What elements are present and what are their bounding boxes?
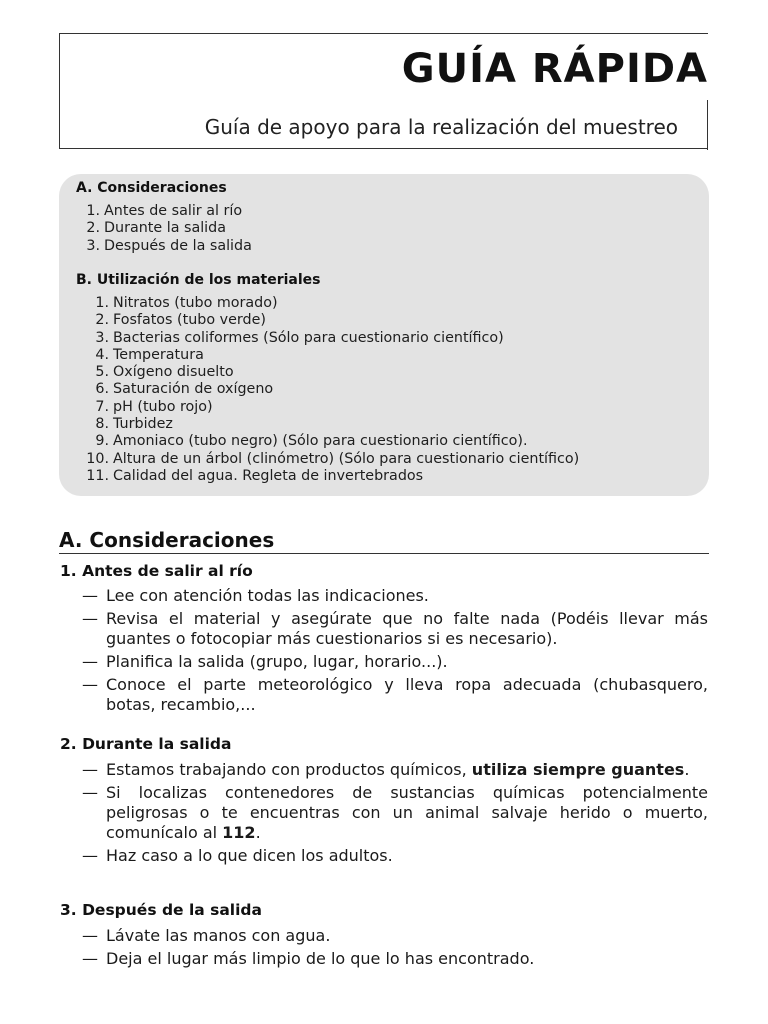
list-item: — Conoce el parte meteorológico y lleva ropa adecuada (chubasquero, botas, recambio,... (82, 675, 708, 715)
list-item: — Lee con atención todas las indicaciones. (82, 586, 708, 606)
page-subtitle: Guía de apoyo para la realización del muestreo (204, 115, 678, 139)
list-item: — Haz caso a lo que dicen los adultos. (82, 846, 708, 866)
subsection-title-during: 2. Durante la salida (60, 735, 232, 753)
subsection-title-before: 1. Antes de salir al río (60, 562, 253, 580)
table-of-contents (59, 174, 709, 496)
toc-item: 10. Altura de un árbol (clinómetro) (Sólo para cuestionario científico) (86, 450, 580, 467)
list-item: — Revisa el material y asegúrate que no falte nada (Podéis llevar más guantes o fotocopiar más cuestionarios si es necesario). (82, 609, 708, 649)
toc-item: 2. Durante la salida (86, 220, 226, 237)
toc-item: 6. Saturación de oxígeno (95, 381, 274, 398)
toc-item: 3. Bacterias coliformes (Sólo para cuestionario científico) (95, 329, 504, 346)
toc-item: 7. pH (tubo rojo) (95, 398, 213, 415)
toc-item: 5. Oxígeno disuelto (95, 364, 234, 381)
subsection-title-after: 3. Después de la salida (60, 901, 262, 919)
toc-item: 4. Temperatura (95, 346, 204, 363)
list-item: — Deja el lugar más limpio de lo que lo has encontrado. (82, 949, 708, 969)
toc-item: 3. Después de la salida (86, 237, 252, 254)
toc-item: 1. Nitratos (tubo morado) (95, 295, 278, 311)
toc-section-a-heading: A. Consideraciones (76, 180, 227, 196)
list-item: — Planifica la salida (grupo, lugar, horario...). (82, 652, 708, 672)
toc-section-b-list (86, 295, 579, 485)
section-title: A. Consideraciones (59, 528, 275, 552)
subsection-during-list (82, 760, 708, 869)
toc-item: 11. Calidad del agua. Regleta de invertebrados (86, 467, 424, 484)
list-item: — Lávate las manos con agua. (82, 926, 708, 946)
toc-section-a-list (86, 203, 252, 255)
list-item: — Si localizas contenedores de sustancias químicas potencialmente peligrosas o te encuentras con un animal salvaje herido o muerto, comunícalo al 112. (82, 783, 708, 843)
toc-item: 1. Antes de salir al río (86, 203, 243, 219)
toc-item: 8. Turbidez (95, 416, 173, 433)
section-divider (59, 553, 709, 554)
toc-item: 2. Fosfatos (tubo verde) (95, 312, 266, 329)
subsection-after-list (82, 926, 708, 972)
header-divider (707, 100, 708, 150)
list-item: — Estamos trabajando con productos químicos, utiliza siempre guantes. (82, 760, 708, 780)
toc-section-b-heading: B. Utilización de los materiales (76, 272, 321, 288)
page-title: GUÍA RÁPIDA (401, 46, 708, 92)
toc-item: 9. Amoniaco (tubo negro) (Sólo para cuestionario científico). (95, 433, 528, 450)
subsection-before-list (82, 586, 708, 718)
